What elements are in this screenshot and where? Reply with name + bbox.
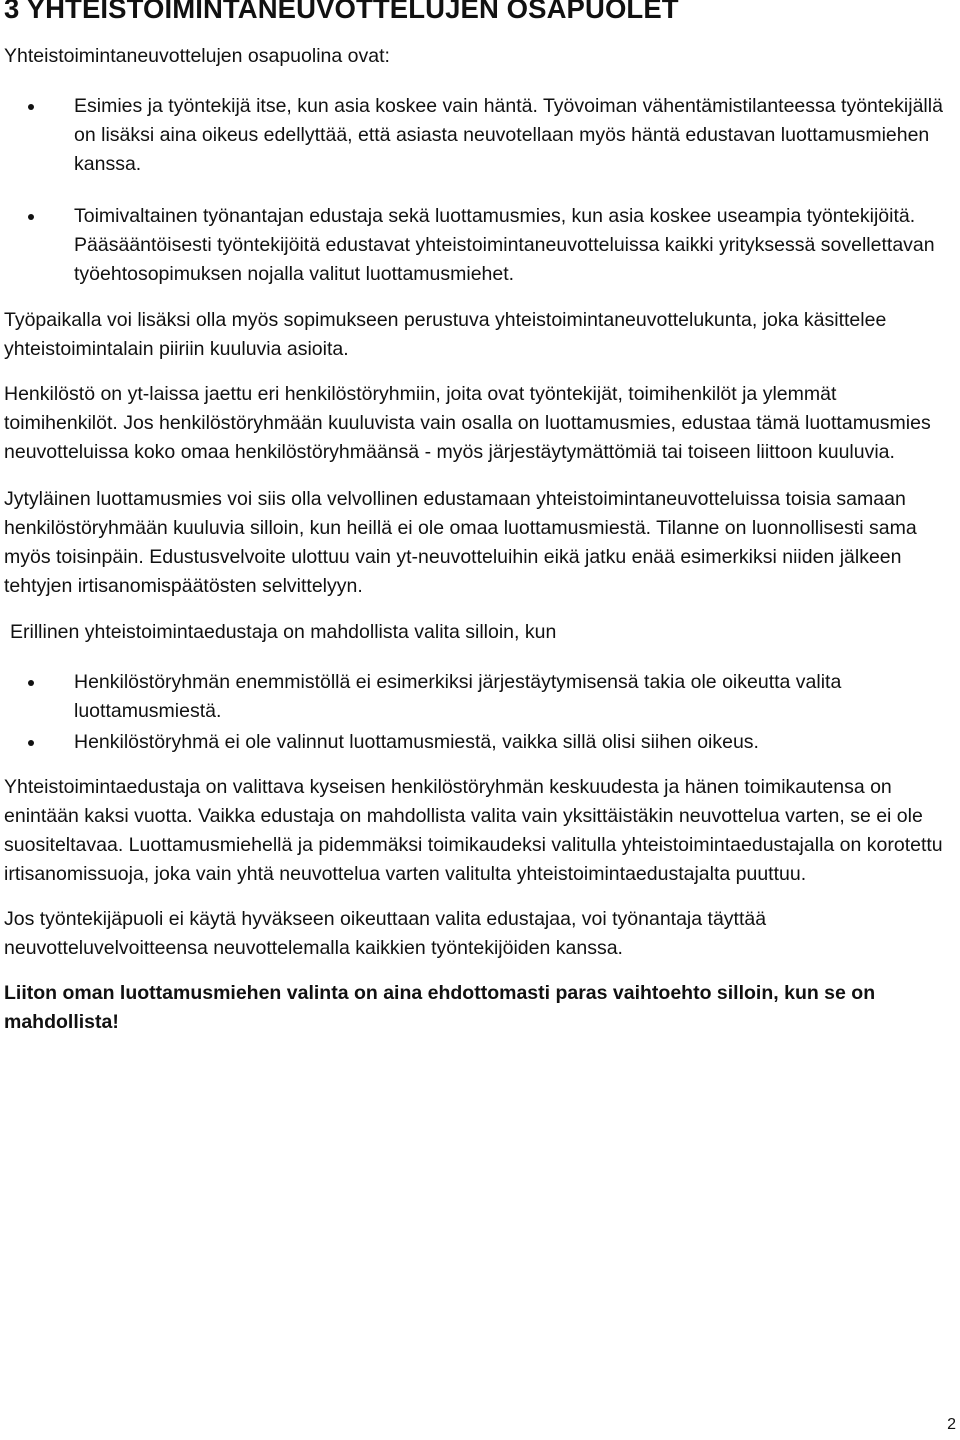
bullet-icon [28, 104, 34, 110]
bullet-icon [28, 680, 34, 686]
bullet-icon [28, 214, 34, 220]
paragraph-separate-representative: Erillinen yhteistoimintaedustaja on mahdollista valita silloin, kun [10, 621, 557, 643]
document-page [4, 0, 944, 1037]
list-item-text: Henkilöstöryhmän enemmistöllä ei esimerkiksi järjestäytymisensä takia ole oikeutta valita luottamusmiestä. [74, 671, 842, 722]
conditions-list [4, 668, 944, 757]
list-item [4, 728, 944, 757]
section-heading: 3 YHTEISTOIMINTANEUVOTTELUJEN OSAPUOLET [4, 0, 679, 24]
paragraph-conclusion: Liiton oman luottamusmiehen valinta on aina ehdottomasti paras vaihtoehto silloin, kun se on mahdollista! [4, 982, 876, 1033]
list-item [4, 668, 944, 726]
bullet-icon [28, 740, 34, 746]
paragraph-jyty-representative: Jytyläinen luottamusmies voi siis olla velvollinen edustamaan yhteistoimintaneuvotteluissa toisia samaan henkilöstöryhmään kuuluvia silloin, kun heillä ei ole omaa luottamusmiestä. Tilanne on luonnollisesti sama myös toisinpäin. Edustusvelvoite ulottuu vain yt-neuvotteluihin eikä jatku enää esimerkiksi niiden jälkeen tehtyjen irtisanomispäätösten selvittelyyn. [4, 488, 917, 597]
list-item [4, 202, 944, 289]
paragraph-cooperation-representative: Yhteistoimintaedustaja on valittava kyseisen henkilöstöryhmän keskuudesta ja hänen toimikautensa on enintään kaksi vuotta. Vaikka edustaja on mahdollista valita vain yksittäistäkin neuvottelua varten, se ei ole suositeltavaa. Luottamusmiehellä ja pidemmäksi toimikaudeksi valitulla yhteistoimintaedustajalla on korotettu irtisanomissuoja, joka vain yhtä neuvottelua varten valitulta yhteistoimintaedustajalta puuttuu. [4, 776, 943, 885]
page-number: 2 [947, 1416, 956, 1433]
list-item-text: Henkilöstöryhmä ei ole valinnut luottamusmiestä, vaikka sillä olisi siihen oikeus. [74, 731, 759, 753]
intro-paragraph: Yhteistoimintaneuvottelujen osapuolina ovat: [4, 45, 390, 67]
list-item [4, 92, 944, 179]
paragraph-workplace: Työpaikalla voi lisäksi olla myös sopimukseen perustuva yhteistoimintaneuvottelukunta, joka käsittelee yhteistoimintalain piiriin kuuluvia asioita. [4, 309, 887, 360]
paragraph-employee-side: Jos työntekijäpuoli ei käytä hyväkseen oikeuttaan valita edustajaa, voi työnantaja täyttää neuvotteluvelvoitteensa neuvottelemalla kaikkien työntekijöiden kanssa. [4, 908, 767, 959]
parties-list [4, 92, 944, 289]
list-item-text: Toimivaltainen työnantajan edustaja sekä luottamusmies, kun asia koskee useampia työntekijöitä. Pääsääntöisesti työntekijöitä edustavat yhteistoimintaneuvotteluissa kaikki yrityksessä sovellettavan työehtosopimuksen nojalla valitut luottamusmiehet. [74, 205, 935, 285]
list-item-text: Esimies ja työntekijä itse, kun asia koskee vain häntä. Työvoiman vähentämistilanteessa työntekijällä on lisäksi aina oikeus edellyttää, että asiasta neuvotellaan myös häntä edustavan luottamusmiehen kanssa. [74, 95, 943, 175]
paragraph-personnel-groups: Henkilöstö on yt-laissa jaettu eri henkilöstöryhmiin, joita ovat työntekijät, toimihenkilöt ja ylemmät toimihenkilöt. Jos henkilöstöryhmään kuuluvista vain osalla on luottamusmies, edustaa tämä luottamusmies neuvotteluissa koko omaa henkilöstöryhmäänsä - myös järjestäytymättömiä tai toiseen liittoon kuuluvia. [4, 383, 931, 463]
